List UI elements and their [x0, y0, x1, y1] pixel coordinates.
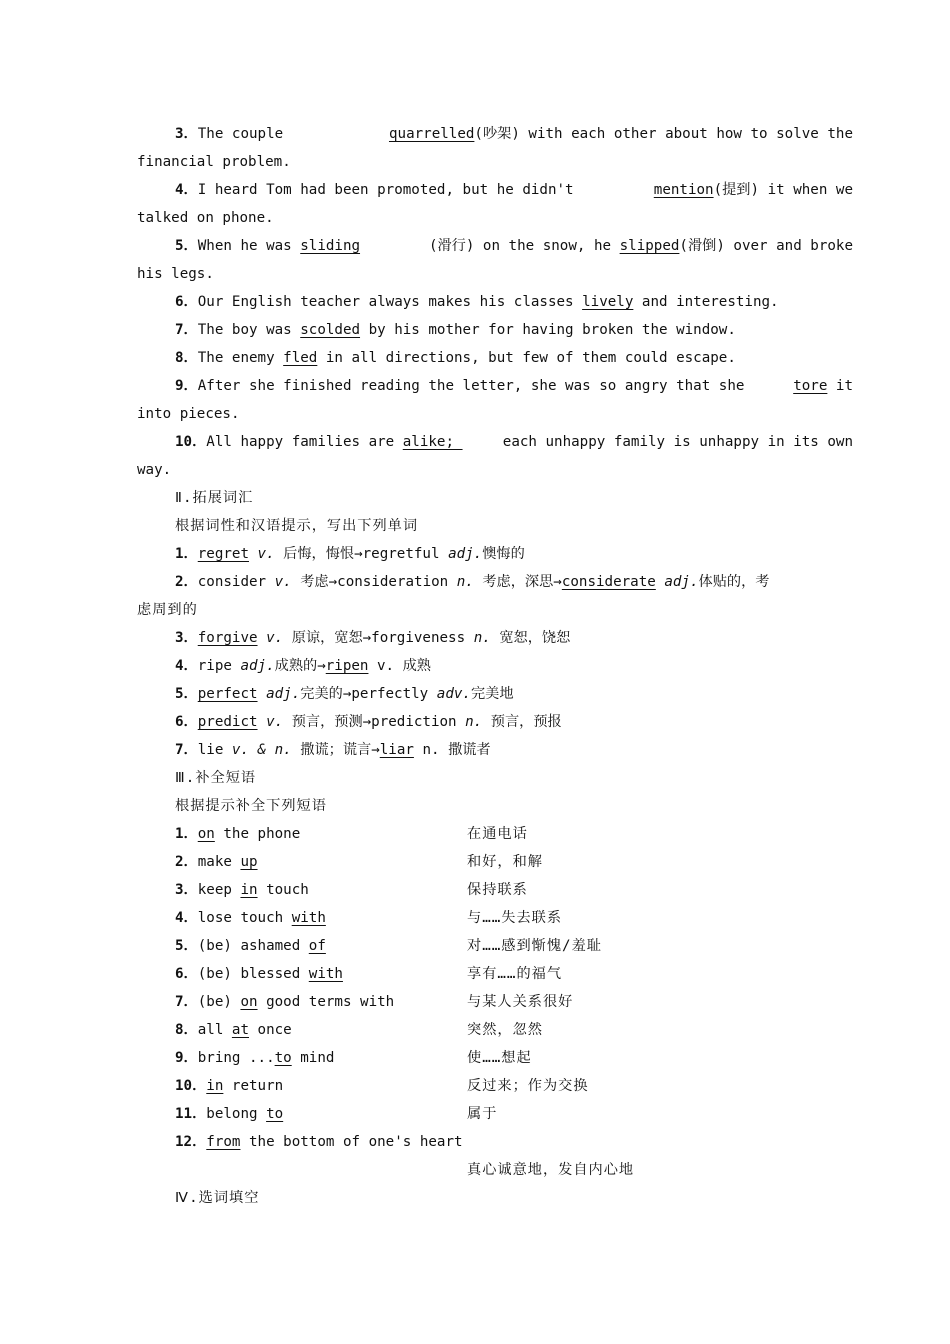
- answer: lively: [582, 294, 634, 310]
- vocab-item: 3．forgive v. 原谅，宽恕→forgiveness n. 宽恕，饶恕: [175, 630, 571, 646]
- vocab-item: 4．ripe adj.成熟的→ripen v. 成熟: [175, 658, 431, 674]
- answer: mention: [653, 182, 714, 198]
- item-9-line: 9．After she finished reading the letter, she was so angry that she tore it: [175, 378, 853, 394]
- phrase-item: 7．(be) on good terms with 与某人关系很好: [175, 994, 574, 1010]
- section-heading: Ⅳ.选词填空: [175, 1190, 260, 1206]
- item-4-cont: talked on phone.: [137, 210, 274, 226]
- vocab-item: 2．consider v. 考虑→consideration n. 考虑，深思→considerate adj.体贴的，考: [175, 574, 770, 590]
- vocab-item: 7．lie v. & n. 撒谎；谎言→liar n. 撒谎者: [175, 742, 491, 758]
- phrase-item: 3．keep in touch 保持联系: [175, 882, 528, 898]
- item-10-cont: way.: [137, 462, 172, 478]
- phrase-item: 5．(be) ashamed of 对……感到惭愧/羞耻: [175, 938, 602, 954]
- vocab-item: 5．perfect adj.完美的→perfectly adv.完美地: [175, 686, 514, 702]
- vocab-item: 6．predict v. 预言，预测→prediction n. 预言，预报: [175, 714, 562, 730]
- phrase-item: 12．from the bottom of one's heart: [175, 1134, 463, 1150]
- answer: quarrelled: [388, 126, 475, 142]
- answer: tore: [793, 378, 828, 394]
- phrase-item: 2．make up 和好，和解: [175, 854, 543, 870]
- item-4-line: 4．I heard Tom had been promoted, but he didn't mention(提到) it when we: [175, 182, 853, 198]
- phrase-item: 11．belong to 属于: [175, 1106, 498, 1122]
- phrase-item: 8．all at once 突然，忽然: [175, 1022, 543, 1038]
- item-3-line: 3．The couple quarrelled(吵架) with each other about how to solve the: [175, 126, 853, 142]
- item-7-line: 7．The boy was scolded by his mother for having broken the window.: [175, 322, 736, 338]
- vocab-item: 1．regret v. 后悔，悔恨→regretful adj.懊悔的: [175, 546, 525, 562]
- section-instruction: 根据词性和汉语提示，写出下列单词: [175, 518, 419, 534]
- section-heading: Ⅱ.拓展词汇: [175, 490, 254, 506]
- answer: scolded: [300, 322, 361, 338]
- phrase-item: 6．(be) blessed with 享有……的福气: [175, 966, 563, 982]
- answer: sliding: [300, 238, 361, 254]
- answer: fled: [283, 350, 318, 366]
- item-3-cont: financial problem.: [137, 154, 291, 170]
- phrase-item: 9．bring ...to mind 使……想起: [175, 1050, 532, 1066]
- item-5-cont: his legs.: [137, 266, 214, 282]
- phrase-item-12-cn: 真心诚意地，发自内心地: [467, 1162, 635, 1178]
- phrase-item: 1．on the phone 在通电话: [175, 826, 528, 842]
- item-9-cont: into pieces.: [137, 406, 240, 422]
- item-5-line: 5．When he was sliding (滑行) on the snow, he slipped(滑倒) over and broke: [175, 238, 853, 254]
- item-10-line: 10．All happy families are alike; each unhappy family is unhappy in its own: [175, 434, 853, 450]
- item-number: 3．: [175, 126, 198, 142]
- item-6-line: 6．Our English teacher always makes his classes lively and interesting.: [175, 294, 779, 310]
- vocab-item-cont: 虑周到的: [137, 602, 198, 618]
- section-heading: Ⅲ.补全短语: [175, 770, 257, 786]
- phrase-item: 4．lose touch with 与……失去联系: [175, 910, 563, 926]
- item-8-line: 8．The enemy fled in all directions, but few of them could escape.: [175, 350, 736, 366]
- answer: slipped: [619, 238, 680, 254]
- section-instruction: 根据提示补全下列短语: [175, 798, 327, 814]
- answer: alike;: [402, 434, 463, 450]
- phrase-item: 10．in return 反过来；作为交换: [175, 1078, 589, 1094]
